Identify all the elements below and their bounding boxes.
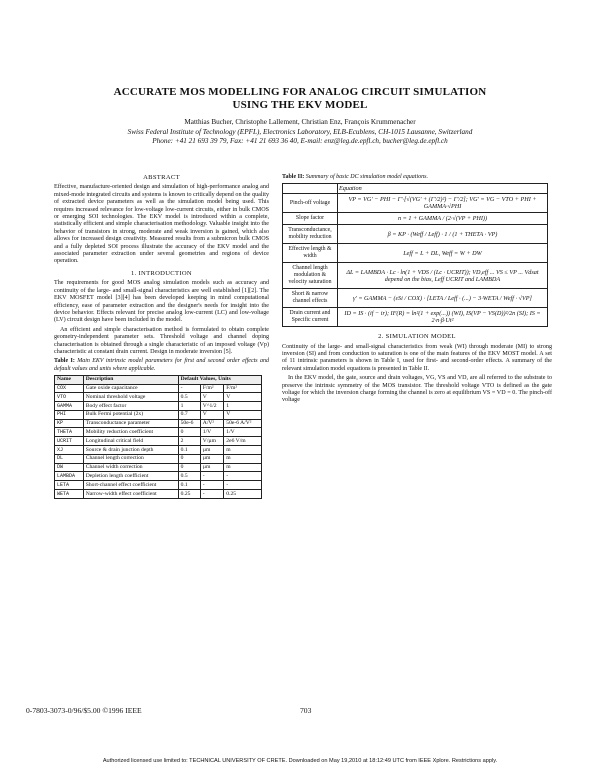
param-value: 0.7	[178, 410, 200, 419]
param-value: m	[224, 446, 262, 455]
affiliation: Swiss Federal Institute of Technology (EPFL), Electronics Laboratory, ELB-Ecublens, CH-1015 Lausanne, Switzerland	[127, 127, 473, 136]
author-names: Matthias Bucher, Christophe Lallement, Christian Enz, François Krummenacher	[184, 118, 416, 126]
equation-quantity: Transconductance, mobility reduction	[283, 225, 338, 244]
param-value: 0	[178, 454, 200, 463]
equation-expression: Leff = L + DL, Weff = W + DW	[338, 244, 548, 263]
param-value: V	[200, 410, 224, 419]
param-value: V^1/2	[200, 402, 224, 411]
param-value: 1/V	[224, 428, 262, 437]
param-value: 0.1	[178, 446, 200, 455]
param-value: m	[224, 463, 262, 472]
equation-table	[282, 183, 548, 327]
equation-row	[283, 213, 548, 225]
equation-quantity: Slope factor	[283, 213, 338, 225]
param-value: F/m²	[224, 384, 262, 393]
param-value: -	[200, 481, 224, 490]
param-value: -	[200, 472, 224, 481]
param-description: Mobility reduction coefficient	[83, 428, 178, 437]
param-value: A/V²	[200, 419, 224, 428]
table-row	[55, 437, 262, 446]
table-row	[55, 402, 262, 411]
param-description: Nominal threshold voltage	[83, 393, 178, 402]
intro-paragraph-1: The requirements for good MOS analog simulation models such as accuracy and continuity of the large- and small-signal characteristics are well established [1][2]. The EKV MOSFET model [3][4] has been developed keeping in mind computational efficiency, ease of parameter extraction and the designer's needs for insight into the device behavior. Effects relevant for precise analog low-current (LC) and low-voltage (LV) circuit design have been included in the model.	[54, 280, 269, 324]
param-name: THETA	[55, 428, 84, 437]
equation-quantity: Drain current and Specific current	[283, 308, 338, 327]
table-row	[55, 419, 262, 428]
param-value: -	[224, 472, 262, 481]
equation-expression: ΔL = LAMBDA · Lc · ln(1 + VDS / (Lc · UCRIT)); VD,eff ... VS ≤ VP ... Vdsat depend on the bias, Leff UCRIT and LAMBDA	[338, 263, 548, 289]
isbn-line: 0-7803-3073-0/96/$5.00 ©1996 IEEE	[26, 706, 142, 715]
abstract-text: Effective, manufacture-oriented design and simulation of high-performance analog and mixed-mode integrated circuits and systems is known to critically depend on the quality of extracted device parameters as well as the simulation model being used. This requires increased relevance for low-voltage low-current circuits, either in bulk CMOS or emerging SOI technologies. The EKV model is introduced within a complete, statistically efficient and simple characterisation methodology. Valuable insight into the behavior of transistors in strong, moderate and weak inversion is gained, which also allows for increased design creativity. Measured results from a submicron bulk CMOS and a fully depleted SOI process illustrate the accuracy of the EKV model and the associated parameter extraction under several geometries and regions of device operation.	[54, 184, 269, 265]
param-value: -	[200, 489, 224, 498]
simulation-paragraph-2: In the EKV model, the gate, source and drain voltages, VG, VS and VD, are all referred to the substrate to preserve the intrinsic symmetry of the MOS transistor. The threshold voltage VTO is defined as the gate voltage for which the inversion charge forming the channel is zero at equilibrium VS = VD = 0. The pinch-off voltage	[282, 375, 552, 404]
param-value: 0.25	[224, 489, 262, 498]
header-defaults: Default Values, Units	[178, 375, 261, 384]
param-name: VTO	[55, 393, 84, 402]
param-name: PHI	[55, 410, 84, 419]
param-value: 0	[178, 428, 200, 437]
table1-label: Table I:	[54, 358, 75, 365]
equation-table-body	[283, 194, 548, 327]
table-row	[55, 454, 262, 463]
param-value: -	[178, 384, 200, 393]
param-value: 0.25	[178, 489, 200, 498]
equation-quantity: Pinch-off voltage	[283, 194, 338, 213]
param-value: µm	[200, 446, 224, 455]
table-row	[55, 410, 262, 419]
parameter-table	[54, 375, 262, 499]
param-value: 2e6 V/m	[224, 437, 262, 446]
param-name: KP	[55, 419, 84, 428]
intro-heading: 1. INTRODUCTION	[131, 269, 192, 277]
table-row	[55, 463, 262, 472]
param-name: COX	[55, 384, 84, 393]
param-description: Source & drain junction depth	[83, 446, 178, 455]
param-name: XJ	[55, 446, 84, 455]
title-line-2: USING THE EKV MODEL	[232, 99, 368, 111]
param-description: Channel length correction	[83, 454, 178, 463]
equation-header-blank	[283, 184, 338, 194]
table-row	[55, 489, 262, 498]
page-number: 703	[300, 706, 312, 715]
param-description: Bulk Fermi potential (2x)	[83, 410, 178, 419]
header-description: Description	[83, 375, 178, 384]
param-value: V	[200, 393, 224, 402]
param-value: 50e-6	[178, 419, 200, 428]
table-row	[55, 481, 262, 490]
param-value: 1/V	[200, 428, 224, 437]
contact-info: Phone: +41 21 693 39 79, Fax: +41 21 693 36 40, E-mail: enz@leg.de.epfl.ch, bucher@leg.de.epfl.ch	[152, 137, 448, 145]
table-row	[55, 428, 262, 437]
param-name: DL	[55, 454, 84, 463]
parameter-table-header	[55, 375, 262, 384]
param-value: 0.5	[178, 393, 200, 402]
param-name: UCRIT	[55, 437, 84, 446]
param-value: -	[224, 481, 262, 490]
param-description: Gate oxide capacitance	[83, 384, 178, 393]
param-description: Longitudinal critical field	[83, 437, 178, 446]
param-value: 2	[178, 437, 200, 446]
abstract-heading: ABSTRACT	[143, 174, 180, 181]
table2-caption-text: Summary of basic DC simulation model equations.	[305, 174, 428, 180]
param-name: WETA	[55, 489, 84, 498]
equation-expression: β = KP · (Weff / Leff) · 1 / (1 + THETA · VP)	[338, 225, 548, 244]
param-value: 0	[178, 463, 200, 472]
param-value: F/m²	[200, 384, 224, 393]
equation-quantity: Short & narrow channel effects	[283, 289, 338, 308]
param-value: m	[224, 454, 262, 463]
license-note: Authorized licensed use limited to: TECHNICAL UNIVERSITY OF CRETE. Downloaded on May 19,2010 at 18:12:49 UTC from IEEE Xplore. Restrictions apply.	[102, 758, 498, 764]
param-value: 50e-6 A/V²	[224, 419, 262, 428]
author-block	[0, 118, 600, 147]
table1-caption-text: Main EKV intrinsic model parameters for first and second order effects and default values and units where applicable.	[54, 358, 270, 372]
param-description: Short-channel effect coefficient	[83, 481, 178, 490]
intro-paragraph-2: An efficient and simple characterisation method is formulated to obtain complete geometry-independent parameter sets. Threshold voltage and channel doping characterisation is obtained through a single characteristic of an imposed voltage (Vp) characteristic at constant drain current. Design in moderate inversion [5].	[54, 326, 269, 355]
param-name: GAMMA	[55, 402, 84, 411]
equation-quantity: Effective length & width	[283, 244, 338, 263]
right-column	[282, 172, 552, 407]
equation-row	[283, 308, 548, 327]
param-description: Channel width correction	[83, 463, 178, 472]
param-value: 0.5	[178, 472, 200, 481]
table-row	[55, 472, 262, 481]
table-row	[55, 446, 262, 455]
param-value: 0.1	[178, 481, 200, 490]
simulation-paragraph-1: Continuity of the large- and small-signal characteristics from weak (WI) through moderate (MI) to strong inversion (SI) and from conduction to saturation is one of the main features of the EKV MOST model. A set of 11 intrinsic parameters is shown in Table I, used for first- and second-order effects. A summary of the relevant simulation model equations is presented in Table II.	[282, 343, 552, 372]
equation-row	[283, 244, 548, 263]
param-value: 1	[178, 402, 200, 411]
param-value: V	[224, 410, 262, 419]
equation-expression: ID = IS · (if − ir); IF(R) = ln²(1 + exp(...)) (WI), IS(VP − VS(D))²/2n (SI); IS = 2·n·β·Ut²	[338, 308, 548, 327]
equation-expression: n = 1 + GAMMA / (2·√(VP + PHI))	[338, 213, 548, 225]
table-row	[55, 393, 262, 402]
equation-row	[283, 263, 548, 289]
param-description: Transconductance parameter	[83, 419, 178, 428]
param-value: V/µm	[200, 437, 224, 446]
table2-label: Table II:	[282, 174, 305, 180]
param-description: Depletion length coefficient	[83, 472, 178, 481]
simulation-heading: 2. SIMULATION MODEL	[378, 333, 456, 341]
param-description: Narrow-width effect coefficient	[83, 489, 178, 498]
param-name: LAMBDA	[55, 472, 84, 481]
equation-row	[283, 194, 548, 213]
param-name: LETA	[55, 481, 84, 490]
param-name: DW	[55, 463, 84, 472]
param-value: µm	[200, 454, 224, 463]
table1-caption	[54, 358, 269, 372]
param-value: V	[224, 393, 262, 402]
param-value: µm	[200, 463, 224, 472]
param-value: 1	[224, 402, 262, 411]
equation-quantity: Channel length modulation & velocity saturation	[283, 263, 338, 289]
header-name: Name	[55, 375, 84, 384]
left-column	[54, 170, 269, 499]
equation-row	[283, 289, 548, 308]
equation-expression: γ' = GAMMA − (εSi / COX) · [LETA / Leff · (...) − 3·WETA / Weff · √VP]	[338, 289, 548, 308]
equation-header: Equation	[338, 184, 548, 194]
title-line-1: ACCURATE MOS MODELLING FOR ANALOG CIRCUIT SIMULATION	[113, 86, 487, 98]
param-description: Body effect factor	[83, 402, 178, 411]
equation-expression: VP = VG' − PHI − Γ'·[√(VG' + (Γ'/2)²) − Γ'/2]; VG' = VG − VTO + PHI + GAMMA·√PHI	[338, 194, 548, 213]
equation-row	[283, 225, 548, 244]
table2-caption	[282, 174, 552, 181]
paper-title	[0, 86, 600, 112]
parameter-table-body	[55, 384, 262, 498]
table-row	[55, 384, 262, 393]
